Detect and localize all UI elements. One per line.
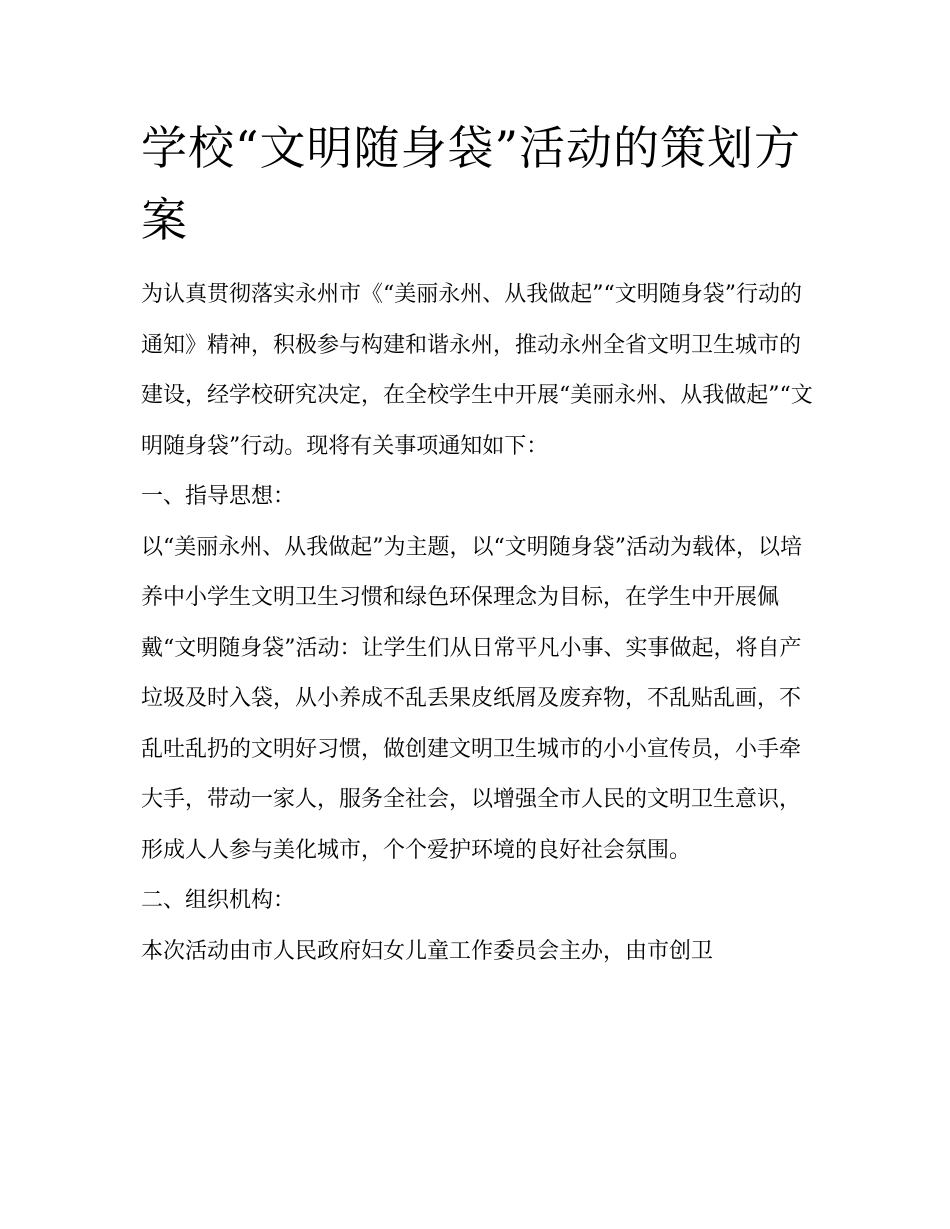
section-heading-organization: 二、组织机构： xyxy=(141,888,296,913)
section-paragraph-organization: 本次活动由市人民政府妇女儿童工作委员会主办，由市创卫 xyxy=(141,938,714,964)
section-paragraph-guiding-ideology: 以“美丽永州、从我做起”为主题，以“文明随身袋”活动为载体，以培养中小学生文明卫生习惯和绿色环保理念为目标，在学生中开展佩戴“文明随身袋”活动：让学生们从日常平凡小事、实事做起，将自产垃圾及时入袋，从小养成不乱丢果皮纸屑及废弃物，不乱贴乱画，不乱吐乱扔的文明好习惯，做创建文明卫生城市的小小宣传员，小手牵大手，带动一家人，服务全社会，以增强全市人民的文明卫生意识，形成人人参与美化城市，个个爱护环境的良好社会氛围。 xyxy=(141,534,802,863)
intro-paragraph: 为认真贯彻落实永州市《“美丽永州、从我做起”“文明随身袋”行动的通知》精神，积极参与构建和谐永州，推动永州全省文明卫生城市的建设，经学校研究决定，在全校学生中开展“美丽永州、从我做起”“文明随身袋”行动。现将有关事项通知如下： xyxy=(141,282,813,459)
section-heading-guiding-ideology: 一、指导思想： xyxy=(141,484,296,509)
document-body xyxy=(141,270,813,977)
document-content xyxy=(141,112,813,977)
document-title: 学校“文明随身袋”活动的策划方案 xyxy=(141,121,802,247)
